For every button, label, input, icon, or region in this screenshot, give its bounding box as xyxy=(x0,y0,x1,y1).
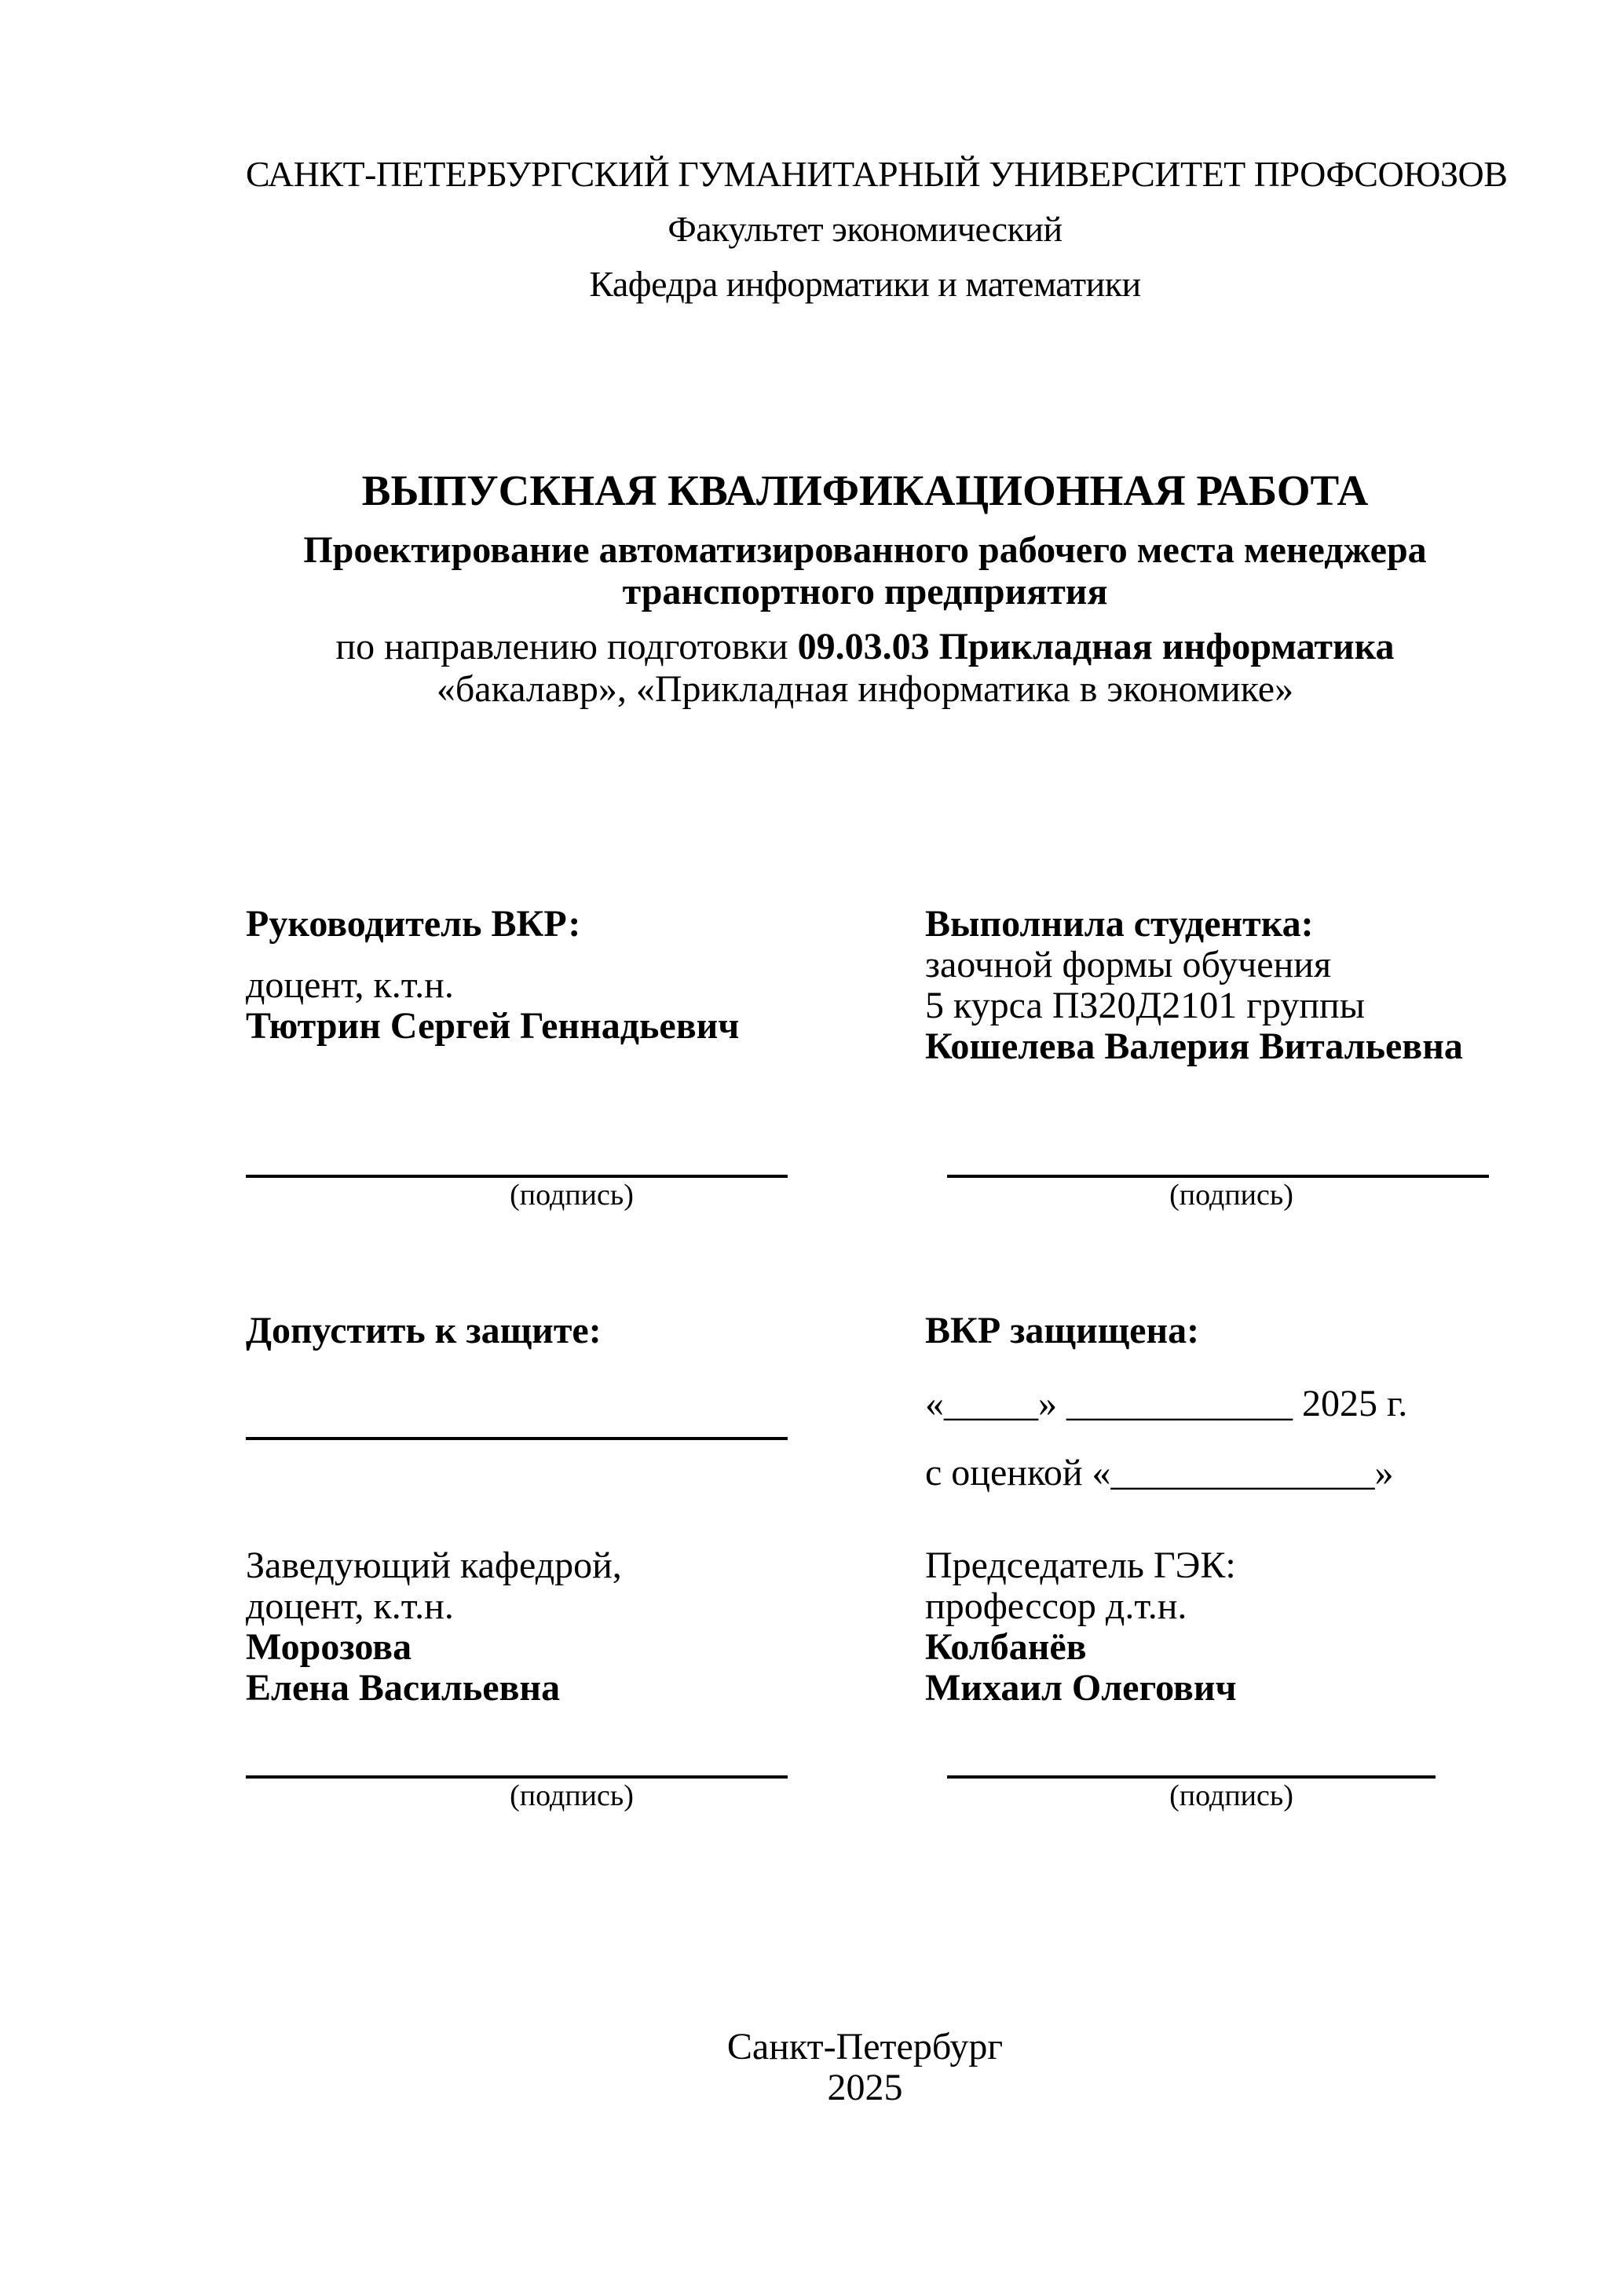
gek-chair-role-line-1: Председатель ГЭК: xyxy=(925,1545,1236,1586)
defense-column xyxy=(925,1311,1484,1493)
program-qualification-line: «бакалавр», «Прикладная информатика в экономике» xyxy=(436,668,1294,710)
dept-head-signature-area xyxy=(246,1742,925,1813)
gek-chair-signature-line xyxy=(947,1742,1436,1779)
student-column xyxy=(925,904,1484,1067)
supervisor-student-block xyxy=(246,904,1484,1067)
officials-block xyxy=(246,1545,1484,1709)
defense-grade-line: с оценкой «______________» xyxy=(925,1452,1394,1493)
gek-chair-signature-area xyxy=(925,1742,1484,1813)
student-signature-caption: (подпись) xyxy=(1169,1179,1293,1212)
supervisor-column xyxy=(246,904,925,1067)
admission-heading: Допустить к защите: xyxy=(246,1310,602,1351)
supervisor-position: доцент, к.т.н. xyxy=(246,964,454,1006)
supervisor-signature-caption: (подпись) xyxy=(510,1179,634,1212)
department-head-column xyxy=(246,1545,925,1709)
supervisor-signature-area xyxy=(246,1142,925,1212)
student-heading: Выполнила студентка: xyxy=(925,903,1314,945)
dept-head-given-names: Елена Васильевна xyxy=(246,1667,561,1709)
department-name: Кафедра информатики и математики xyxy=(589,264,1141,304)
student-signature-line xyxy=(947,1142,1489,1178)
student-study-form: заочной формы обучения xyxy=(925,944,1332,985)
thesis-title-line-2: транспортного предприятия xyxy=(622,571,1108,612)
gek-chair-surname: Колбанёв xyxy=(925,1626,1087,1668)
student-signature-area xyxy=(925,1142,1484,1212)
program-block xyxy=(246,626,1484,711)
dept-head-role-line-2: доцент, к.т.н. xyxy=(246,1585,454,1627)
spacer xyxy=(246,945,925,965)
university-name: САНКТ-ПЕТЕРБУРГСКИЙ ГУМАНИТАРНЫЙ УНИВЕРСИТЕТ ПРОФСОЮЗОВ xyxy=(246,154,1508,194)
defense-heading: ВКР защищена: xyxy=(925,1310,1200,1351)
dept-head-signature-caption: (подпись) xyxy=(510,1779,634,1812)
gek-chair-given-names: Михаил Олегович xyxy=(925,1667,1237,1709)
student-name: Кошелева Валерия Витальевна xyxy=(925,1026,1463,1067)
signature-row-bottom xyxy=(246,1742,1484,1813)
gek-chair-column xyxy=(925,1545,1484,1709)
footer-city: Санкт-Петербург xyxy=(726,2026,1004,2067)
student-group: 5 курса ПЗ20Д2101 группы xyxy=(925,985,1365,1026)
gek-chair-role-line-2: профессор д.т.н. xyxy=(925,1585,1187,1627)
program-prefix: по направлению подготовки xyxy=(335,626,798,667)
thesis-title xyxy=(246,529,1484,612)
footer-block xyxy=(246,2027,1484,2108)
gek-chair-signature-caption: (подпись) xyxy=(1169,1779,1293,1812)
supervisor-signature-line xyxy=(246,1142,788,1178)
header-block xyxy=(246,147,1508,312)
defense-date-line: «_____» ____________ 2025 г. xyxy=(925,1383,1408,1424)
program-code: 09.03.03 Прикладная информатика xyxy=(797,626,1395,667)
program-direction-line xyxy=(246,626,1484,668)
dept-head-surname: Морозова xyxy=(246,1626,412,1668)
admission-defense-block xyxy=(246,1311,1484,1493)
admission-signature-line xyxy=(246,1351,788,1440)
signature-row-top xyxy=(246,1142,1484,1212)
admission-column xyxy=(246,1311,925,1493)
footer-year: 2025 xyxy=(827,2067,903,2108)
supervisor-name: Тютрин Сергей Геннадьевич xyxy=(246,1005,740,1047)
document-type-heading: ВЫПУСКНАЯ КВАЛИФИКАЦИОННАЯ РАБОТА xyxy=(361,466,1369,514)
thesis-title-line-1: Проектирование автоматизированного рабочего места менеджера xyxy=(303,529,1427,571)
faculty-name: Факультет экономический xyxy=(668,209,1063,249)
dept-head-role-line-1: Заведующий кафедрой, xyxy=(246,1545,622,1586)
dept-head-signature-line xyxy=(246,1742,788,1779)
supervisor-heading: Руководитель ВКР: xyxy=(246,903,581,945)
